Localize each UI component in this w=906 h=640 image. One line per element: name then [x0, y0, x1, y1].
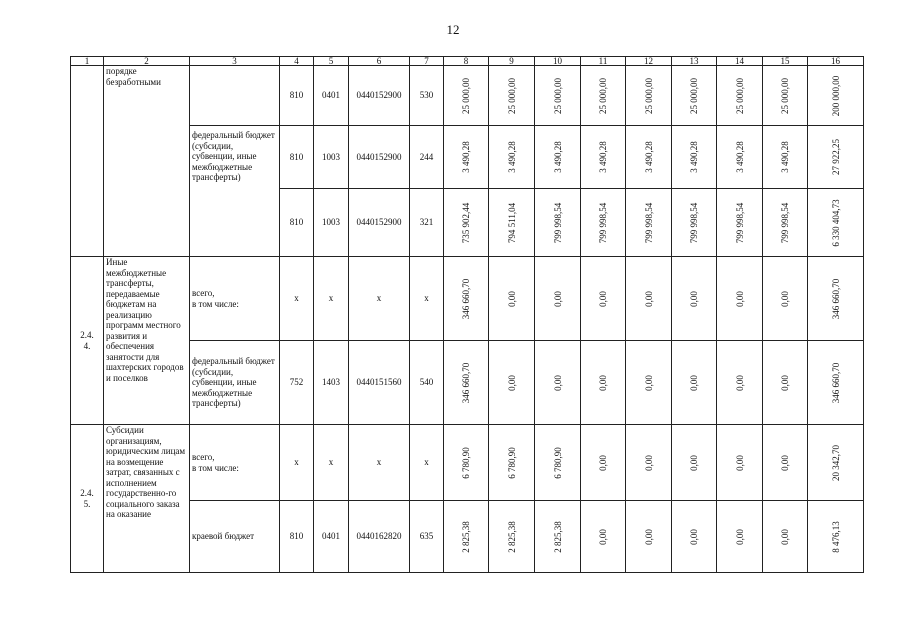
table-row: [71, 126, 864, 189]
amount-cell: 25 000,00: [489, 66, 535, 126]
funding-source-cell: федеральный бюджет (субсидии, субвенции, иные межбюджетные трансферты): [190, 341, 280, 425]
column-header: 1: [71, 57, 104, 66]
code-cell: 0401: [314, 501, 349, 573]
amount-cell: 0,00: [626, 341, 672, 425]
code-cell: x: [280, 425, 314, 501]
amount-cell: 3 490,28: [626, 126, 672, 189]
item-number-cell: 2.4. 5.: [71, 425, 104, 573]
amount-cell: 6 780,90: [535, 425, 581, 501]
code-cell: 0440152900: [349, 189, 410, 257]
code-cell: 1403: [314, 341, 349, 425]
code-cell: 540: [410, 341, 444, 425]
amount-cell: 6 780,90: [444, 425, 489, 501]
code-cell: x: [314, 425, 349, 501]
amount-cell: 2 825,38: [535, 501, 581, 573]
amount-cell: 0,00: [535, 341, 581, 425]
code-cell: 0401: [314, 66, 349, 126]
amount-cell: 25 000,00: [763, 66, 808, 126]
amount-cell: 0,00: [717, 501, 763, 573]
amount-cell: 0,00: [535, 257, 581, 341]
total-cell: 27 922,25: [808, 126, 864, 189]
amount-cell: 0,00: [626, 257, 672, 341]
code-cell: 810: [280, 189, 314, 257]
amount-cell: 0,00: [581, 257, 626, 341]
amount-cell: 0,00: [626, 501, 672, 573]
amount-cell: 799 998,54: [535, 189, 581, 257]
amount-cell: 3 490,28: [489, 126, 535, 189]
code-cell: x: [349, 425, 410, 501]
amount-cell: 3 490,28: [717, 126, 763, 189]
amount-cell: 0,00: [626, 425, 672, 501]
column-header: 10: [535, 57, 581, 66]
funding-source-cell: краевой бюджет: [190, 501, 280, 573]
amount-cell: 346 660,70: [444, 341, 489, 425]
measure-name-cell: Иные межбюджетные трансферты, передаваемые бюджетам на реализацию программ местного развития и обеспечения занятости для шахтерских городов и поселков: [104, 257, 190, 425]
code-cell: 635: [410, 501, 444, 573]
funding-source-cell: [190, 66, 280, 126]
amount-cell: 25 000,00: [626, 66, 672, 126]
column-header: 9: [489, 57, 535, 66]
amount-cell: 0,00: [717, 341, 763, 425]
amount-cell: 3 490,28: [444, 126, 489, 189]
amount-cell: 3 490,28: [672, 126, 717, 189]
total-cell: 20 342,70: [808, 425, 864, 501]
code-cell: 752: [280, 341, 314, 425]
total-cell: 8 476,13: [808, 501, 864, 573]
amount-cell: 3 490,28: [763, 126, 808, 189]
header-row: [71, 57, 864, 66]
item-number-cell: [71, 66, 104, 257]
amount-cell: 3 490,28: [581, 126, 626, 189]
total-cell: 200 000,00: [808, 66, 864, 126]
amount-cell: 0,00: [763, 341, 808, 425]
code-cell: 0440151560: [349, 341, 410, 425]
column-header: 14: [717, 57, 763, 66]
column-header: 15: [763, 57, 808, 66]
amount-cell: 0,00: [717, 425, 763, 501]
amount-cell: 0,00: [672, 341, 717, 425]
amount-cell: 799 998,54: [626, 189, 672, 257]
amount-cell: 25 000,00: [717, 66, 763, 126]
amount-cell: 0,00: [763, 501, 808, 573]
amount-cell: 799 998,54: [581, 189, 626, 257]
funding-source-cell: федеральный бюджет (субсидии, субвенции, иные межбюджетные трансферты): [190, 126, 280, 257]
amount-cell: 25 000,00: [444, 66, 489, 126]
code-cell: x: [410, 257, 444, 341]
column-header: 3: [190, 57, 280, 66]
table-row: [71, 341, 864, 425]
amount-cell: 6 780,90: [489, 425, 535, 501]
column-header: 16: [808, 57, 864, 66]
table-row: [71, 257, 864, 341]
amount-cell: 2 825,38: [489, 501, 535, 573]
amount-cell: 0,00: [672, 501, 717, 573]
amount-cell: 346 660,70: [444, 257, 489, 341]
column-header: 2: [104, 57, 190, 66]
amount-cell: 25 000,00: [672, 66, 717, 126]
page-number: 12: [446, 22, 460, 37]
total-cell: 346 660,70: [808, 341, 864, 425]
column-header: 8: [444, 57, 489, 66]
amount-cell: 0,00: [489, 341, 535, 425]
budget-table: [70, 56, 864, 573]
column-header: 13: [672, 57, 717, 66]
code-cell: 244: [410, 126, 444, 189]
table-row: [71, 501, 864, 573]
code-cell: x: [410, 425, 444, 501]
amount-cell: 0,00: [581, 501, 626, 573]
column-header: 7: [410, 57, 444, 66]
code-cell: 1003: [314, 189, 349, 257]
column-header: 6: [349, 57, 410, 66]
funding-source-cell: всего, в том числе:: [190, 425, 280, 501]
funding-source-cell: всего, в том числе:: [190, 257, 280, 341]
amount-cell: 0,00: [763, 257, 808, 341]
amount-cell: 0,00: [489, 257, 535, 341]
measure-name-cell: Субсидии организациям, юридическим лицам на возмещение затрат, связанных с исполнением государственно-го социального заказа на оказание: [104, 425, 190, 573]
column-header: 5: [314, 57, 349, 66]
amount-cell: 0,00: [581, 425, 626, 501]
code-cell: 810: [280, 66, 314, 126]
code-cell: x: [349, 257, 410, 341]
code-cell: 810: [280, 126, 314, 189]
amount-cell: 25 000,00: [581, 66, 626, 126]
amount-cell: 0,00: [672, 425, 717, 501]
amount-cell: 799 998,54: [717, 189, 763, 257]
code-cell: 1003: [314, 126, 349, 189]
measure-name-cell: порядке безработными: [104, 66, 190, 257]
code-cell: 321: [410, 189, 444, 257]
table-row: [71, 66, 864, 126]
code-cell: x: [314, 257, 349, 341]
code-cell: 810: [280, 501, 314, 573]
amount-cell: 799 998,54: [763, 189, 808, 257]
code-cell: 0440152900: [349, 126, 410, 189]
amount-cell: 799 998,54: [672, 189, 717, 257]
code-cell: 0440152900: [349, 66, 410, 126]
amount-cell: 0,00: [717, 257, 763, 341]
amount-cell: 735 902,44: [444, 189, 489, 257]
code-cell: 530: [410, 66, 444, 126]
amount-cell: 3 490,28: [535, 126, 581, 189]
amount-cell: 25 000,00: [535, 66, 581, 126]
code-cell: 0440162820: [349, 501, 410, 573]
total-cell: 6 330 404,73: [808, 189, 864, 257]
amount-cell: 794 511,04: [489, 189, 535, 257]
column-header: 12: [626, 57, 672, 66]
code-cell: x: [280, 257, 314, 341]
column-header: 11: [581, 57, 626, 66]
amount-cell: 0,00: [763, 425, 808, 501]
amount-cell: 0,00: [581, 341, 626, 425]
item-number-cell: 2.4. 4.: [71, 257, 104, 425]
amount-cell: 2 825,38: [444, 501, 489, 573]
amount-cell: 0,00: [672, 257, 717, 341]
column-header: 4: [280, 57, 314, 66]
total-cell: 346 660,70: [808, 257, 864, 341]
table-row: [71, 425, 864, 501]
